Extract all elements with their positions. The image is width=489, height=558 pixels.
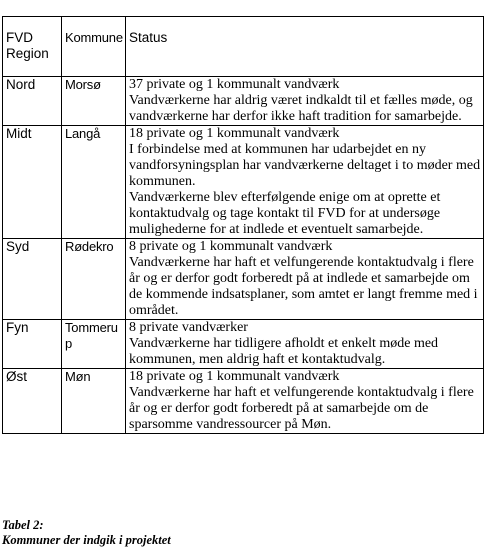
status-cell bbox=[126, 77, 484, 126]
region-cell: Øst bbox=[3, 369, 62, 434]
region-cell: Fyn bbox=[3, 320, 62, 369]
kommune-cell: Møn bbox=[62, 369, 126, 434]
status-line: Vandværkerne har aldrig været indkaldt til et fælles møde, og vandværkerne har derfor ikke haft tradition for samarbejde. bbox=[129, 93, 473, 124]
region-cell: Nord bbox=[3, 77, 62, 126]
status-line: 18 private og 1 kommunalt vandværk bbox=[129, 369, 340, 384]
status-line: Vandværkerne har haft et velfungerende kontaktudvalg i flere år og er derfor godt forberedt på at samarbejde om de sparsomme vandressourcer på Møn. bbox=[129, 385, 474, 432]
table-row bbox=[3, 369, 484, 434]
region-cell: Syd bbox=[3, 239, 62, 320]
status-cell bbox=[126, 320, 484, 369]
table-header-row bbox=[3, 17, 484, 77]
kommune-cell: Rødekro bbox=[62, 239, 126, 320]
municipalities-table bbox=[2, 16, 484, 434]
status-line: 18 private og 1 kommunalt vandværk bbox=[129, 126, 340, 141]
status-line: Vandværkerne blev efterfølgende enige om at oprette et kontaktudvalg og tage kontakt til FVD for at undersøge mulighederne for at indlede et eventuelt samarbejde. bbox=[129, 190, 441, 237]
kommune-cell: Langå bbox=[62, 126, 126, 239]
status-line: 8 private og 1 kommunalt vandværk bbox=[129, 239, 333, 254]
status-line: 37 private og 1 kommunalt vandværk bbox=[129, 77, 340, 92]
header-status: Status bbox=[126, 17, 484, 77]
status-line: Vandværkerne har tidligere afholdt et enkelt møde med kommunen, men aldrig haft et kontaktudvalg. bbox=[129, 336, 439, 367]
kommune-cell: Tommerup bbox=[62, 320, 126, 369]
status-line: 8 private vandværker bbox=[129, 320, 248, 335]
status-cell bbox=[126, 126, 484, 239]
table-row bbox=[3, 320, 484, 369]
table-row bbox=[3, 239, 484, 320]
caption-text: Kommuner der indgik i projektet bbox=[2, 533, 171, 547]
status-cell bbox=[126, 369, 484, 434]
table-row bbox=[3, 126, 484, 239]
status-cell bbox=[126, 239, 484, 320]
status-line: I forbindelse med at kommunen har udarbejdet en ny vandforsyningsplan har vandværkerne deltaget i to møder med kommunen. bbox=[129, 142, 481, 189]
caption-label: Tabel 2: bbox=[2, 518, 44, 532]
header-region: FVD Region bbox=[3, 17, 62, 77]
table-caption bbox=[2, 518, 171, 548]
status-line: Vandværkerne har haft et velfungerende kontaktudvalg i flere år og er derfor godt forberedt på at indlede et samarbejde om de kommende indsatsplaner, som amtet er langt fremme med i området. bbox=[129, 255, 478, 318]
table-row bbox=[3, 77, 484, 126]
header-kommune: Kommune bbox=[62, 17, 126, 77]
kommune-cell: Morsø bbox=[62, 77, 126, 126]
region-cell: Midt bbox=[3, 126, 62, 239]
